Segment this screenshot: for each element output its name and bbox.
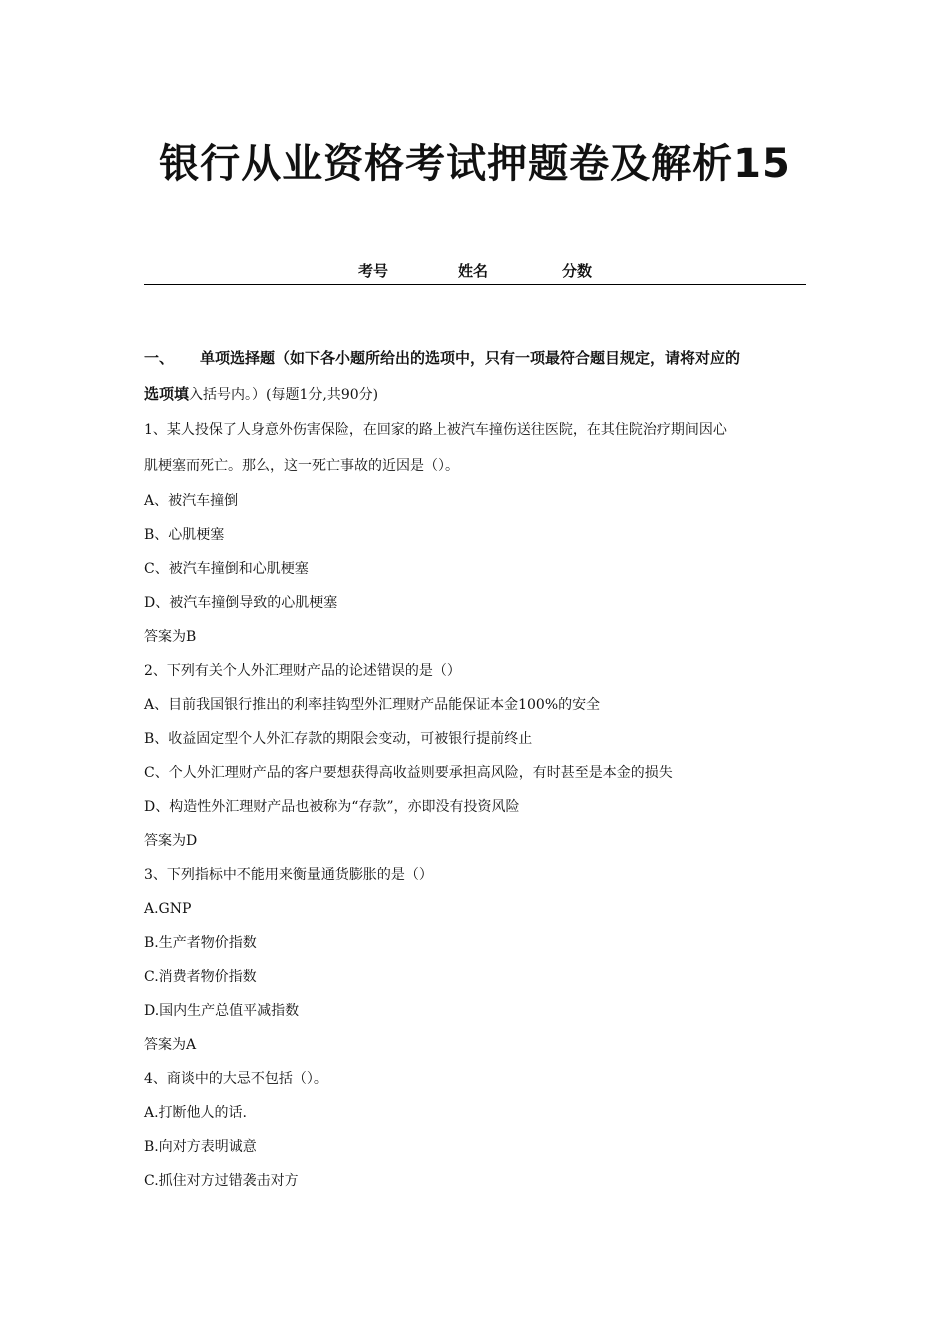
question-3	[144, 858, 808, 1062]
question-stem: 2、下列有关个人外汇理财产品的论述错误的是（）	[144, 663, 461, 679]
question-stem: 肌梗塞而死亡。那么，这一死亡事故的近因是（）。	[144, 458, 459, 474]
option-b: B、心肌梗塞	[144, 527, 225, 543]
option-b: B.生产者物价指数	[144, 935, 257, 951]
question-stem: 1、某人投保了人身意外伤害保险，在回家的路上被汽车撞伤送往医院，在其住院治疗期间因心	[144, 422, 727, 438]
section-heading	[144, 340, 808, 413]
score-label: 分数	[562, 262, 593, 280]
question-4	[144, 1062, 808, 1198]
option-c: C.抓住对方过错袭击对方	[144, 1173, 299, 1189]
question-stem: 3、下列指标中不能用来衡量通货膨胀的是（）	[144, 867, 433, 883]
exam-info-row	[144, 258, 806, 285]
question-1	[144, 412, 808, 654]
option-a: A、目前我国银行推出的利率挂钩型外汇理财产品能保证本金100%的安全	[144, 697, 601, 713]
option-a: A.GNP	[144, 901, 192, 917]
section-heading-bold-1: 单项选择题（如下各小题所给出的选项中，只有一项最符合题目规定，请将对应的	[200, 349, 741, 367]
option-b: B.向对方表明诚意	[144, 1139, 257, 1155]
exam-number-label: 考号	[358, 262, 389, 280]
option-a: A、被汽车撞倒	[144, 493, 239, 509]
option-d: D、构造性外汇理财产品也被称为“存款”，亦即没有投资风险	[144, 799, 520, 815]
answer: 答案为A	[144, 1037, 197, 1053]
question-list	[144, 412, 808, 1198]
option-b: B、收益固定型个人外汇存款的期限会变动，可被银行提前终止	[144, 731, 533, 747]
document-title: 银行从业资格考试押题卷及解析15	[159, 141, 791, 187]
section-number: 一、	[144, 349, 175, 367]
option-d: D.国内生产总值平减指数	[144, 1003, 300, 1019]
option-c: C、被汽车撞倒和心肌梗塞	[144, 561, 309, 577]
name-label: 姓名	[458, 262, 489, 280]
option-a: A.打断他人的话.	[144, 1105, 248, 1121]
answer: 答案为B	[144, 629, 197, 645]
question-2	[144, 654, 808, 858]
answer: 答案为D	[144, 833, 198, 849]
section-heading-bold-2: 选项填	[144, 385, 190, 403]
option-d: D、被汽车撞倒导致的心肌梗塞	[144, 595, 338, 611]
question-stem: 4、商谈中的大忌不包括（）。	[144, 1071, 328, 1087]
option-c: C、个人外汇理财产品的客户要想获得高收益则要承担高风险，有时甚至是本金的损失	[144, 765, 673, 781]
option-c: C.消费者物价指数	[144, 969, 257, 985]
section-heading-rest: 入括号内。）(每题1分,共90分)	[189, 387, 379, 403]
